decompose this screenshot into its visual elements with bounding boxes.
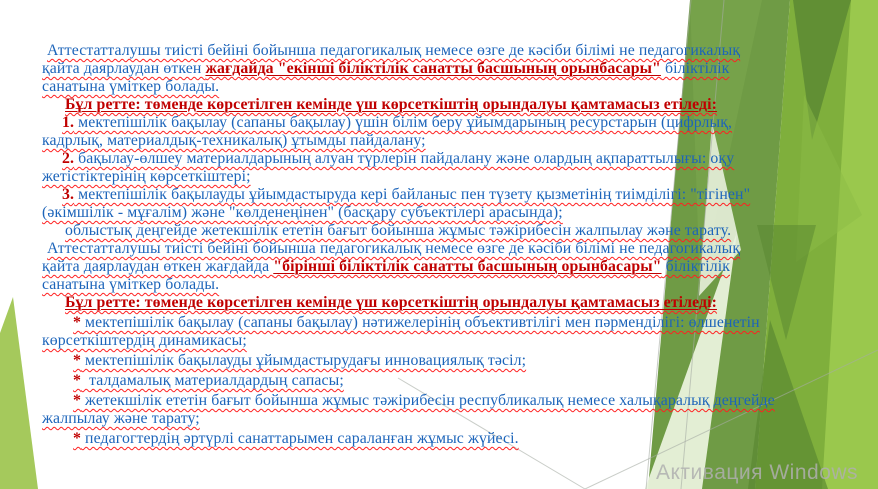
text-segment [81, 352, 526, 369]
spellchecked-text: көрсеткіштердің динамикасы; [42, 332, 247, 349]
text-line [42, 332, 872, 350]
spellchecked-text: Аттестатталушы тиісті бейіні бойынша педагогикалық немесе өзге де кәсіби білімі не педагогикалық [47, 240, 741, 257]
text-segment [81, 314, 760, 331]
spellchecked-text: "бірінші біліктілік санатты басшының орынбасары" [273, 258, 662, 275]
spellchecked-text: * [73, 430, 81, 447]
text-line [42, 410, 872, 428]
slide-text-block [42, 42, 872, 448]
text-segment [42, 276, 219, 293]
text-segment [42, 60, 205, 77]
text-segment [73, 392, 81, 409]
text-segment [42, 78, 219, 95]
text-segment [662, 258, 730, 275]
text-line [42, 168, 872, 186]
spellchecked-text: жағдайда "екінші біліктілік санатты басшының орынбасары" [205, 60, 661, 77]
text-line [42, 78, 872, 96]
spellchecked-text: * [73, 314, 81, 331]
text-segment [42, 258, 273, 275]
text-segment [73, 372, 81, 389]
spellchecked-text: 1. [62, 114, 75, 131]
spellchecked-text: * [73, 392, 81, 409]
text-segment [74, 186, 750, 203]
text-line [42, 352, 872, 370]
text-line [42, 42, 872, 60]
text-segment [42, 332, 247, 349]
spellchecked-text: кадрлық, материалдық-техникалық) ұтымды пайдалану; [42, 132, 426, 149]
text-segment [65, 294, 717, 311]
spellchecked-text: қайта даярлаудан өткен жағдайда [42, 258, 274, 275]
spellchecked-text: облыстық деңгейде жетекшілік ететін бағыт бойынша жұмыс тәжірибесін жалпылау және тарату. [65, 222, 732, 239]
spellchecked-text: талдамалық материалдардың сапасы; [81, 372, 344, 389]
text-segment [81, 372, 344, 389]
spellchecked-text: Бұл ретте: төменде көрсетілген кемінде үш көрсеткіштің орындалуы қамтамасыз етіледі: [65, 294, 717, 311]
spellchecked-text: жетекшілік ететін бағыт бойынша жұмыс тәжірибесін республикалық немесе халықаралық деңгейде [81, 392, 775, 409]
spellchecked-text: мектепішілік бақылау (сапаны бақылау) үшін білім беру ұйымдарының ресурстарын (цифрлық, [74, 114, 733, 131]
text-line [42, 114, 872, 132]
text-segment [73, 352, 81, 369]
text-segment [47, 240, 740, 257]
spellchecked-text: 2. [62, 150, 75, 167]
text-segment [42, 168, 251, 185]
text-line [42, 276, 872, 294]
text-segment [81, 430, 519, 447]
text-line [42, 372, 872, 390]
text-segment [42, 410, 200, 427]
spellchecked-text: Аттестатталушы тиісті бейіні бойынша педагогикалық немесе өзге де кәсіби білімі не педагогикалық [47, 42, 741, 59]
spellchecked-text: мектепішілік бақылауды ұйымдастыруда кері байланыс пен түзету қызметінің тиімділігі: "тігінен" [74, 186, 751, 203]
text-segment [47, 42, 740, 59]
text-segment [65, 96, 717, 113]
text-line [42, 132, 872, 150]
text-line [42, 150, 872, 168]
text-segment [74, 150, 734, 167]
text-segment [62, 150, 74, 167]
text-segment [42, 132, 426, 149]
text-line [42, 314, 872, 332]
text-line [42, 96, 872, 114]
text-line [42, 60, 872, 78]
text-segment [661, 60, 729, 77]
text-line [42, 204, 872, 222]
spellchecked-text: санатына үміткер болады. [42, 78, 220, 95]
spellchecked-text: қайта даярлаудан өткен [42, 60, 206, 77]
spellchecked-text: жетістіктерінің көрсеткіштері; [42, 168, 251, 185]
text-segment [205, 60, 660, 77]
spellchecked-text: біліктілік [660, 60, 730, 77]
spellchecked-text: * [73, 352, 81, 369]
text-segment [62, 114, 74, 131]
text-line [42, 222, 872, 240]
text-line [42, 258, 872, 276]
text-segment [42, 204, 563, 221]
facet-shape [0, 297, 38, 489]
spellchecked-text: (әкімшілік - мұғалім) және "көлденеңінен" (басқару субъектілері арасында); [42, 204, 563, 221]
text-segment [73, 430, 81, 447]
text-segment [62, 186, 74, 203]
spellchecked-text: педагогтердің әртүрлі санаттарымен сараланған жұмыс жүйесі. [81, 430, 519, 447]
text-line [42, 186, 872, 204]
spellchecked-text: біліктілік [661, 258, 730, 275]
text-segment [74, 114, 732, 131]
text-line [42, 240, 872, 258]
text-line [42, 294, 872, 312]
spellchecked-text: бақылау-өлшеу материалдарының алуан түрлерін пайдалану және олардың ақпараттылығы: оқу [74, 150, 735, 167]
text-segment [273, 258, 661, 275]
text-line [42, 430, 872, 448]
spellchecked-text: 3. [62, 186, 75, 203]
spellchecked-text: Бұл ретте: төменде көрсетілген кемінде үш көрсеткіштің орындалуы қамтамасыз етіледі: [65, 96, 717, 113]
spellchecked-text: мектепішілік бақылауды ұйымдастырудағы инновациялық тәсіл; [81, 352, 527, 369]
windows-activation-watermark: Активация Windows [656, 461, 859, 484]
text-line [42, 392, 872, 410]
text-segment [73, 314, 81, 331]
text-segment [65, 222, 731, 239]
spellchecked-text: * [73, 372, 81, 389]
spellchecked-text: жалпылау және тарату; [42, 410, 200, 427]
spellchecked-text: мектепішілік бақылау (сапаны бақылау) нәтижелерінің объективтілігі мен пәрменділігі: өлшенетін [81, 314, 760, 331]
text-segment [81, 392, 775, 409]
spellchecked-text: санатына үміткер болады. [42, 276, 220, 293]
